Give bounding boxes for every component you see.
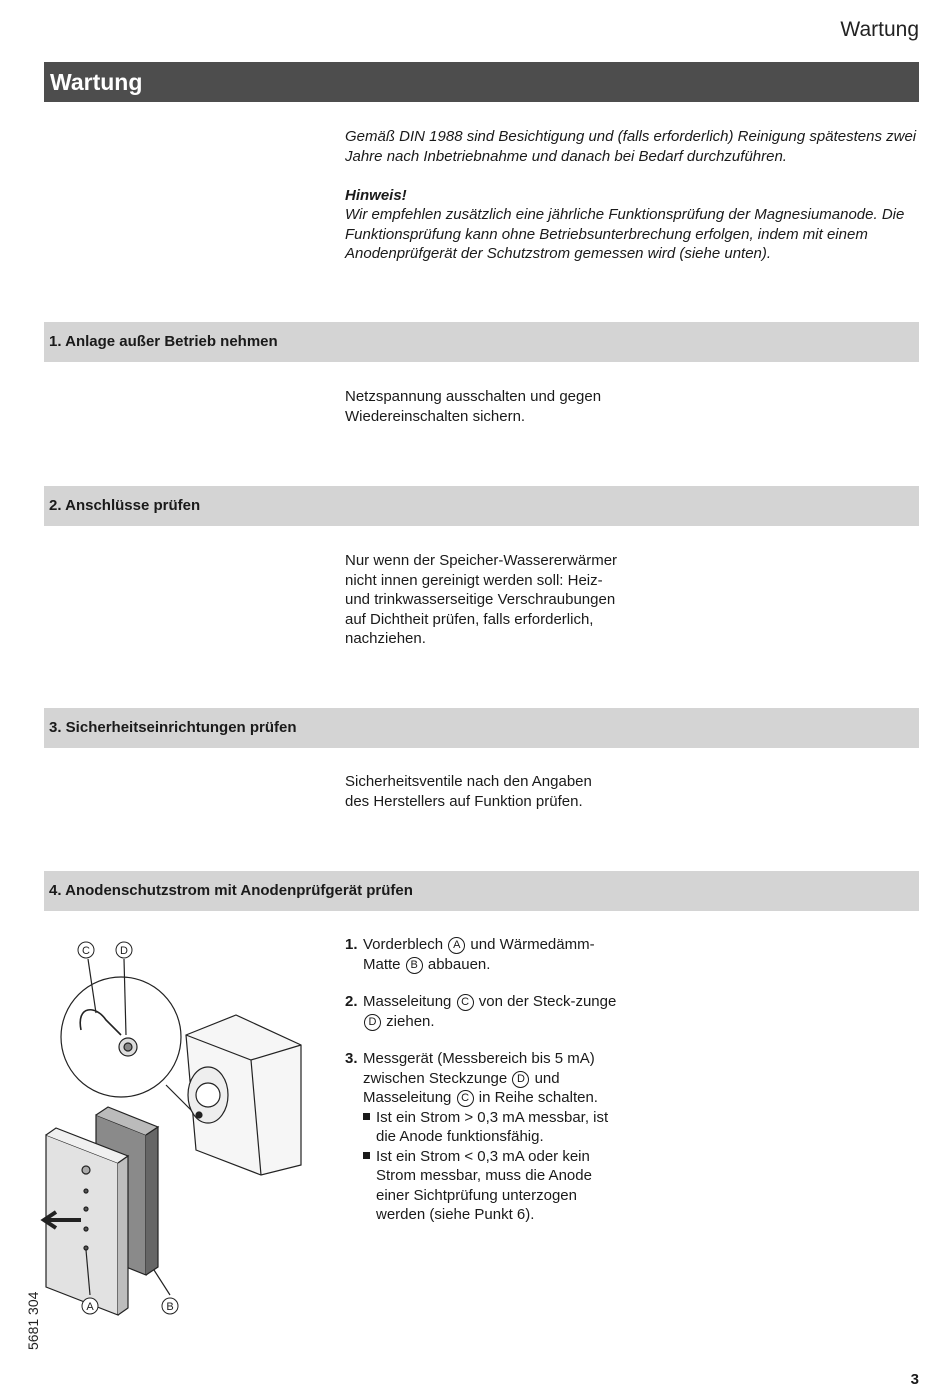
callout-label: D: [512, 1071, 529, 1088]
bullet-text: Ist ein Strom < 0,3 mA oder kein Strom messbar, muss die Anode einer Sichtprüfung unterzogen werden (siehe Punkt 6).: [376, 1147, 592, 1223]
step-1: [345, 935, 625, 974]
label-c: C: [82, 945, 90, 957]
intro-block: [345, 127, 925, 264]
step-text: abbauen.: [427, 955, 491, 973]
bullet-item: [363, 1108, 625, 1147]
page-number: 3: [910, 1371, 919, 1388]
section-text-1: Netzspannung ausschalten und gegen Wiedereinschalten sichern.: [345, 388, 602, 425]
callout-label: C: [457, 1090, 474, 1107]
section-heading-4: 4. Anodenschutzstrom mit Anodenprüfgerät prüfen: [44, 871, 919, 911]
document-number: 5681 304: [25, 1291, 41, 1350]
step-text: und Wärmedämm-Matte: [363, 936, 595, 973]
step-number: 1.: [345, 936, 358, 953]
step-number: 2.: [345, 993, 358, 1010]
section-heading-1: 1. Anlage außer Betrieb nehmen: [44, 322, 919, 362]
step-text: Masseleitung: [363, 993, 452, 1010]
section-heading-3: 3. Sicherheitseinrichtungen prüfen: [44, 708, 919, 748]
procedure-steps: [345, 935, 625, 1243]
front-panel: [46, 1135, 118, 1315]
label-a: A: [86, 1301, 94, 1313]
step-text: ziehen.: [386, 1012, 435, 1030]
bullet-square-icon: [363, 1147, 376, 1225]
page-title: Wartung: [44, 62, 919, 102]
anode-check-illustration: [36, 935, 306, 1325]
intro-paragraph: Gemäß DIN 1988 sind Besichtigung und (falls erforderlich) Reinigung spätestens zwei Jahre nach Inbetriebnahme und danach bei Bedarf durchzuführen.: [345, 128, 917, 165]
step-text: in Reihe schalten.: [478, 1089, 598, 1106]
step-2: [345, 992, 625, 1031]
section-text-2: Nur wenn der Speicher-Wassererwärmer nicht innen gereinigt werden soll: Heiz- und trinkwasserseitige Verschraubungen auf Dichtheit prüfen, falls erforderlich, nachziehen.: [345, 552, 618, 647]
note-heading: Hinweis!: [345, 186, 407, 204]
callout-label: C: [457, 994, 474, 1011]
step-3: [345, 1049, 625, 1225]
callout-label: A: [448, 937, 465, 954]
label-b: B: [166, 1301, 174, 1313]
bullet-item: [363, 1147, 625, 1225]
bullet-text: Ist ein Strom > 0,3 mA messbar, ist die Anode funktionsfähig.: [376, 1108, 609, 1145]
callout-label: B: [406, 957, 423, 974]
step-number: 3.: [345, 1050, 358, 1067]
section-text-3: Sicherheitsventile nach den Angaben des Herstellers auf Funktion prüfen.: [345, 773, 592, 810]
bullet-square-icon: [363, 1108, 376, 1147]
note-text: Wir empfehlen zusätzlich eine jährliche Funktionsprüfung der Magnesiumanode. Die Funktionsprüfung kann ohne Betriebsunterbrechung erfolgen, indem mit einem Anodenprüfgerät der Schutzstrom gemessen wird (siehe unten).: [345, 206, 905, 262]
step-text: Vorderblech: [363, 936, 444, 953]
step-text: von der Steck-zunge: [478, 993, 617, 1010]
callout-label: D: [364, 1014, 381, 1031]
running-head: Wartung: [840, 18, 919, 41]
step-text: und Masseleitung: [363, 1069, 560, 1106]
section-heading-2: 2. Anschlüsse prüfen: [44, 486, 919, 526]
step-text: Messgerät (Messbereich bis 5 mA) zwischen Steckzunge: [363, 1050, 595, 1087]
label-d: D: [120, 945, 128, 957]
detail-zoom-circle: [61, 977, 181, 1097]
